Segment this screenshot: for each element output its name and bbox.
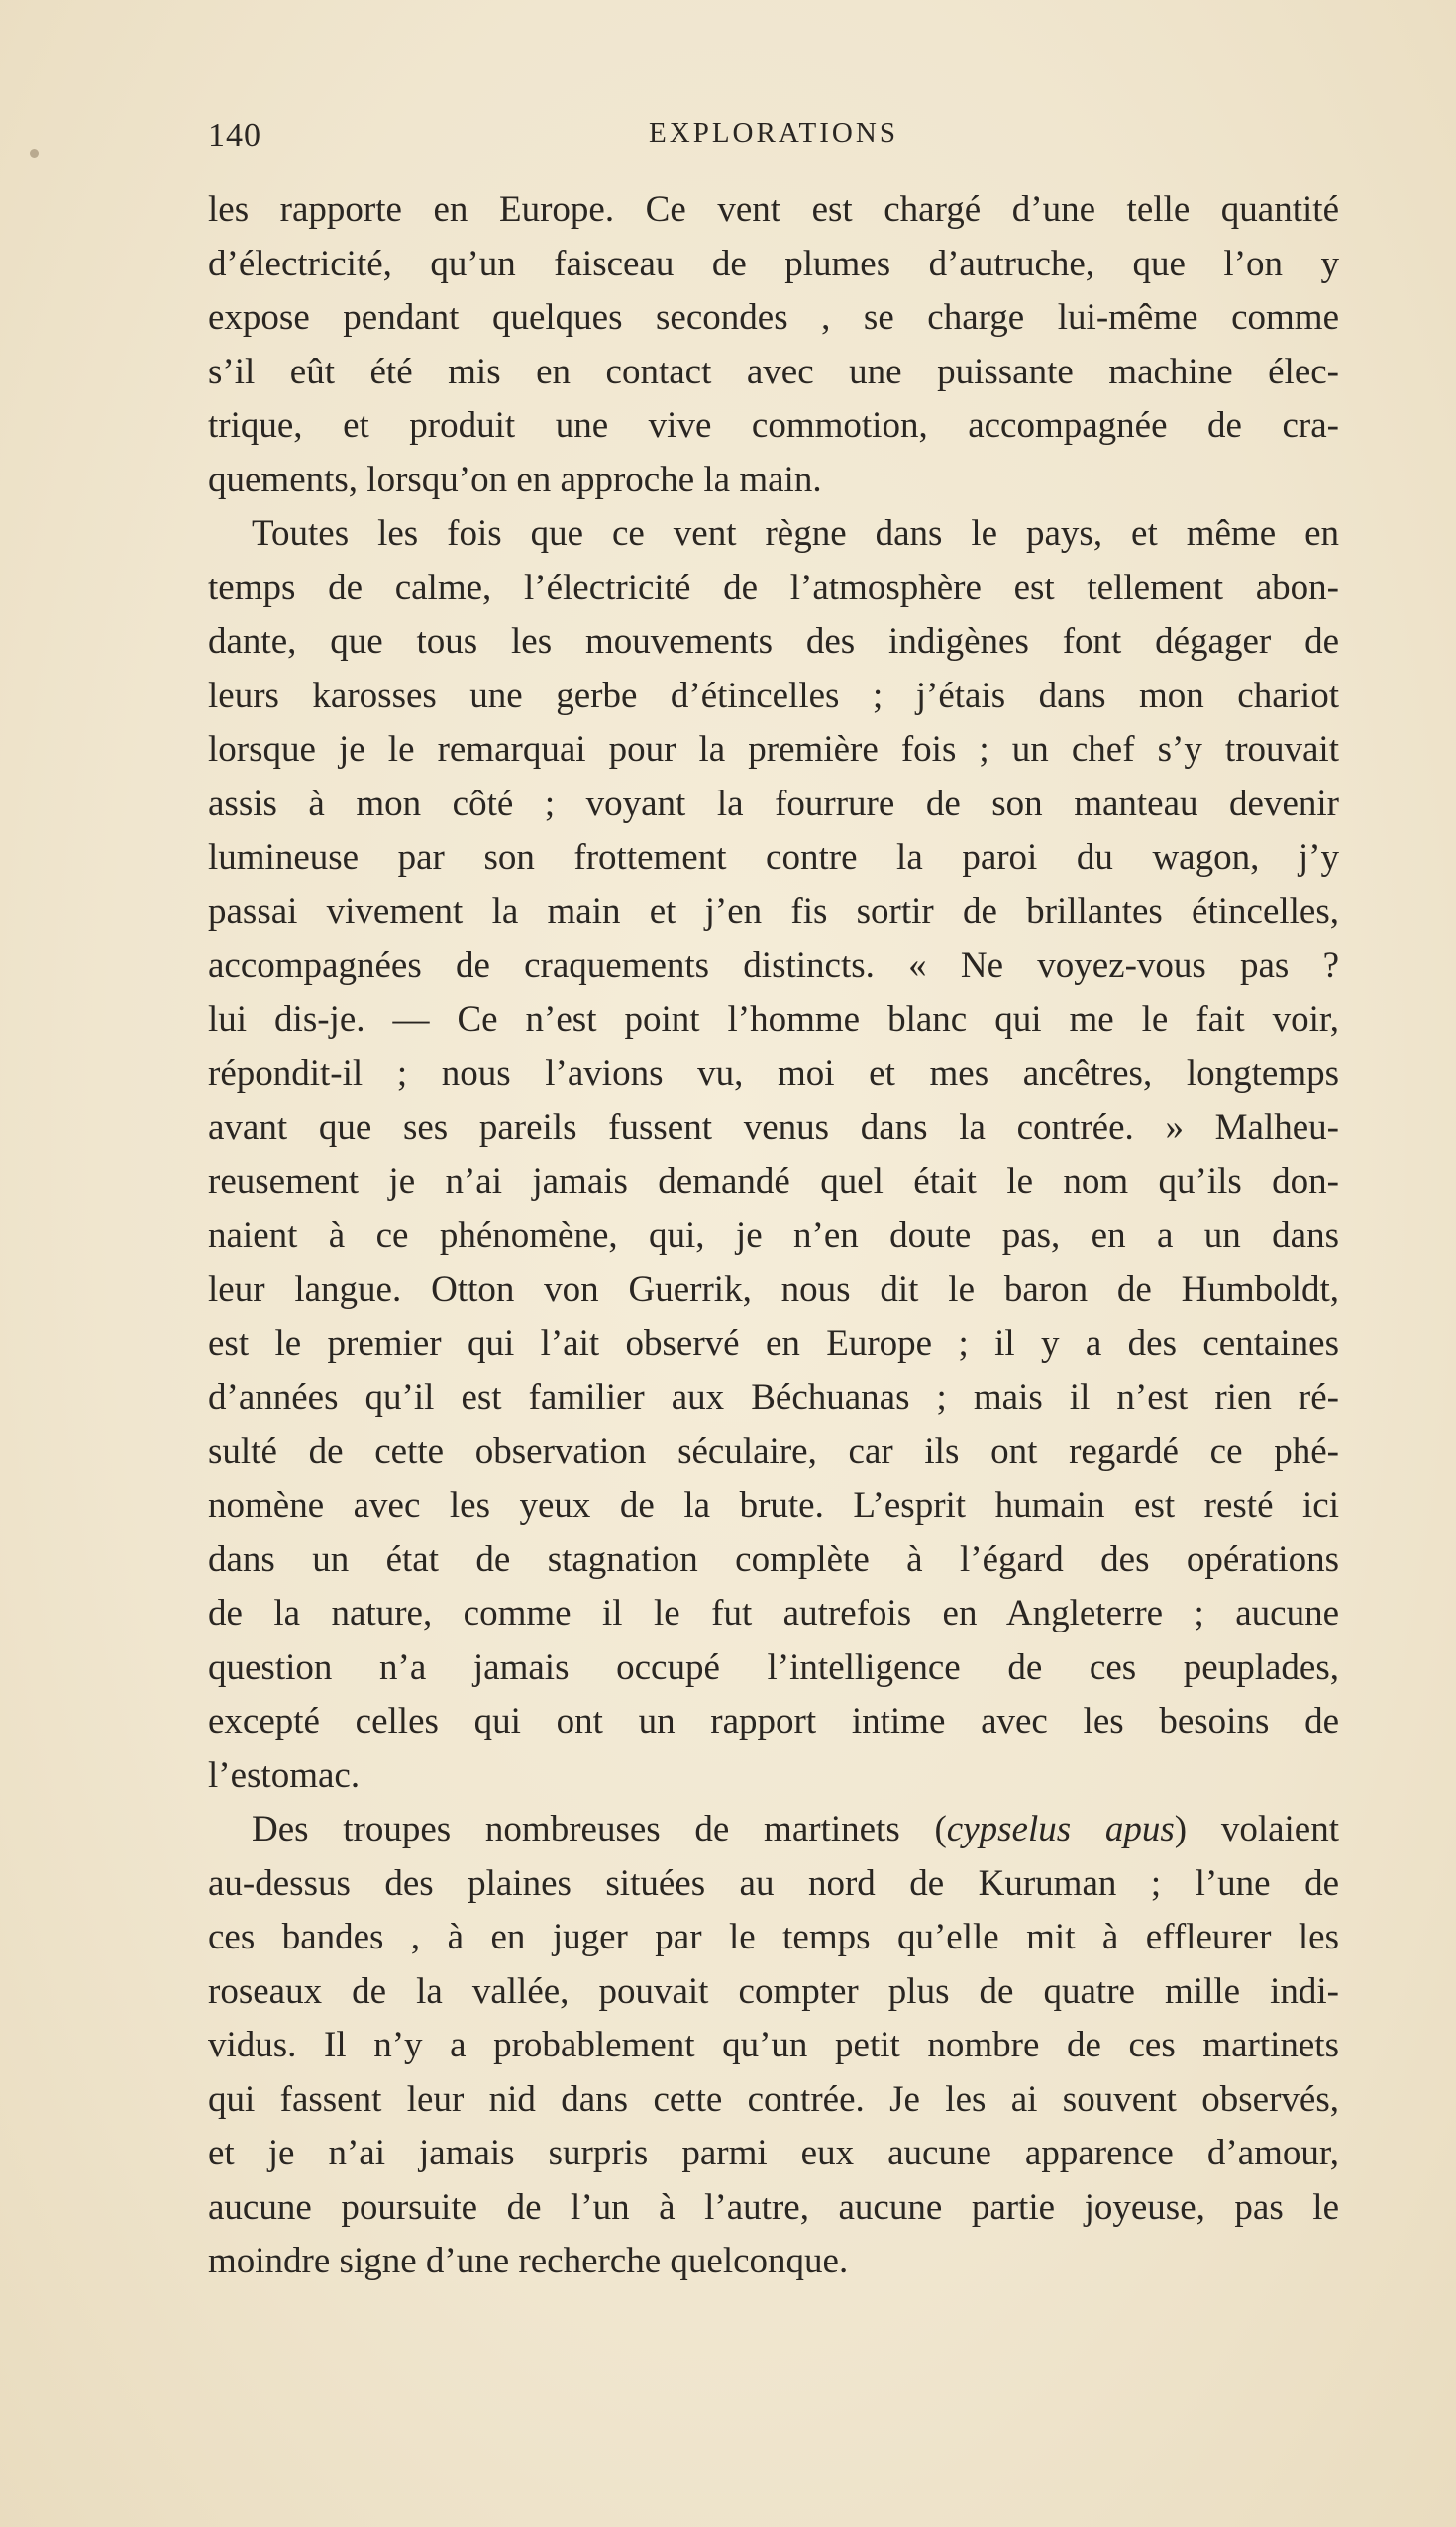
text-segment: ) volaient — [1174, 1809, 1339, 1849]
running-title: EXPLORATIONS — [649, 117, 898, 149]
paragraph-1 — [208, 183, 1339, 507]
paragraph-2 — [208, 507, 1339, 1803]
text-line: accompagnées de craquements distincts. « Ne voyez-vous pas ? — [208, 945, 1339, 986]
paragraph-3 — [208, 1803, 1339, 2289]
text-line: temps de calme, l’électricité de l’atmosphère est tellement abon- — [208, 567, 1339, 608]
text-line: nomène avec les yeux de la brute. L’esprit humain est resté ici — [208, 1485, 1339, 1526]
text-line: l’estomac. — [208, 1754, 361, 1796]
text-line: leur langue. Otton von Guerrik, nous dit le baron de Humboldt, — [208, 1269, 1339, 1310]
text-line: s’il eût été mis en contact avec une puissante machine élec- — [208, 351, 1339, 392]
text-line: Toutes les fois que ce vent règne dans le pays, et même en — [252, 513, 1339, 554]
text-line: naient à ce phénomène, qui, je n’en doute pas, en a un dans — [208, 1214, 1339, 1256]
body-text — [208, 183, 1339, 2289]
species-name: cypselus apus — [946, 1809, 1175, 1849]
text-segment: Des troupes nombreuses de martinets ( — [252, 1809, 947, 1849]
text-line: leurs karosses une gerbe d’étincelles ; j’étais dans mon chariot — [208, 675, 1339, 716]
text-line: les rapporte en Europe. Ce vent est chargé d’une telle quantité — [208, 189, 1339, 230]
text-line: expose pendant quelques secondes , se charge lui-même comme — [208, 297, 1339, 338]
text-line: vidus. Il n’y a probablement qu’un petit nombre de ces martinets — [208, 2025, 1339, 2065]
text-line: question n’a jamais occupé l’intelligence de ces peuplades, — [208, 1646, 1339, 1688]
text-line: de la nature, comme il le fut autrefois en Angleterre ; aucune — [208, 1593, 1339, 1633]
text-line: trique, et produit une vive commotion, accompagnée de cra- — [208, 405, 1339, 446]
text-line: sulté de cette observation séculaire, car ils ont regardé ce phé- — [208, 1430, 1339, 1472]
text-line: dans un état de stagnation complète à l’égard des opérations — [208, 1538, 1339, 1580]
text-line: au-dessus des plaines situées au nord de Kuruman ; l’une de — [208, 1862, 1339, 1904]
text-line: et je n’ai jamais surpris parmi eux aucune apparence d’amour, — [208, 2133, 1339, 2173]
text-line: passai vivement la main et j’en fis sortir de brillantes étincelles, — [208, 891, 1339, 932]
page-header — [208, 117, 1339, 166]
text-line: lorsque je le remarquai pour la première fois ; un chef s’y trouvait — [208, 729, 1339, 770]
text-line: dante, que tous les mouvements des indigènes font dégager de — [208, 621, 1339, 662]
text-line: excepté celles qui ont un rapport intime avec les besoins de — [208, 1701, 1339, 1741]
text-line: aucune poursuite de l’un à l’autre, aucune partie joyeuse, pas le — [208, 2186, 1339, 2228]
text-line: lui dis-je. — Ce n’est point l’homme blanc qui me le fait voir, — [208, 999, 1339, 1040]
text-line: lumineuse par son frottement contre la paroi du wagon, j’y — [208, 837, 1339, 878]
text-line: quements, lorsqu’on en approche la main. — [208, 459, 822, 500]
text-line: d’années qu’il est familier aux Béchuanas ; mais il n’est rien ré- — [208, 1377, 1339, 1418]
text-line — [208, 1803, 1339, 1857]
page-number: 140 — [208, 117, 261, 154]
text-line: roseaux de la vallée, pouvait compter plus de quatre mille indi- — [208, 1970, 1339, 2012]
text-line: avant que ses pareils fussent venus dans la contrée. » Malheu- — [208, 1106, 1339, 1148]
text-line: reusement je n’ai jamais demandé quel était le nom qu’ils don- — [208, 1161, 1339, 1202]
text-line: est le premier qui l’ait observé en Europe ; il y a des centaines — [208, 1322, 1339, 1364]
text-line: d’électricité, qu’un faisceau de plumes d’autruche, que l’on y — [208, 243, 1339, 284]
text-line: qui fassent leur nid dans cette contrée. Je les ai souvent observés, — [208, 2078, 1339, 2120]
text-line: répondit-il ; nous l’avions vu, moi et mes ancêtres, longtemps — [208, 1053, 1339, 1094]
text-line: moindre signe d’une recherche quelconque. — [208, 2241, 849, 2281]
text-line: assis à mon côté ; voyant la fourrure de son manteau devenir — [208, 783, 1339, 824]
text-line: ces bandes , à en juger par le temps qu’elle mit à effleurer les — [208, 1917, 1339, 1957]
margin-speck — [30, 149, 39, 158]
